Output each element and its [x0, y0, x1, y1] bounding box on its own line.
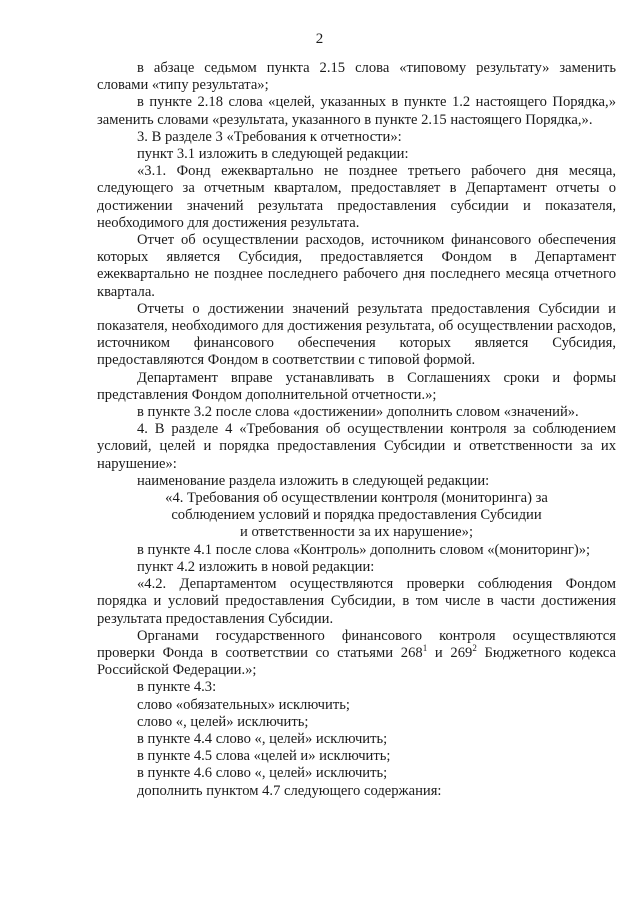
paragraph: в пункте 4.3: [137, 679, 217, 696]
paragraph: Отчет об осуществлении расходов, источником финансового обеспечения которых является Субсидия, предоставляется Фондом в Департамент ежеквартально не позднее последнего рабочего дня последнего месяца отчетного квартала. [97, 232, 616, 300]
audit-text-after: Бюджетного кодекса Российской Федерации.»; [97, 644, 616, 679]
superscript: 1 [422, 643, 428, 654]
paragraph: в пункте 4.5 слова «целей и» исключить; [137, 748, 391, 765]
paragraph: в пункте 2.18 слова «целей, указанных в пункте 1.2 настоящего Порядка,» заменить словами «результата, указанного в пункте 2.15 настоящего Порядка,». [97, 94, 616, 128]
superscript: 2 [472, 643, 477, 654]
paragraph: в пункте 4.6 слово «, целей» исключить; [137, 765, 388, 782]
section-heading-line: соблюдением условий и порядка предоставления Субсидии [171, 507, 542, 524]
paragraph: в абзаце седьмом пункта 2.15 слова «типовому результату» заменить словами «типу результата»; [97, 60, 616, 94]
paragraph: дополнить пунктом 4.7 следующего содержания: [137, 782, 442, 799]
audit-paragraph [97, 628, 616, 680]
page-number: 2 [315, 31, 324, 47]
section-heading-line: и ответственности за их нарушение»; [239, 524, 473, 541]
paragraph: слово «обязательных» исключить; [137, 696, 350, 713]
audit-text-before: Органами государственного финансового контроля осуществляются проверки Фонда в соответствии со статьями 268 [97, 627, 616, 661]
paragraph: «4.2. Департаментом осуществляются проверки соблюдения Фондом порядка и условий предоставления Субсидии, в том числе в части достижения результата предоставления Субсидии. [97, 576, 616, 627]
paragraph: Отчеты о достижении значений результата предоставления Субсидии и показателя, необходимого для достижения результата, об осуществлении расходов, источником финансового обеспечения которых является Субсидия, предоставляются Фондом в соответствии с типовой формой. [97, 300, 616, 369]
document-body [97, 60, 616, 800]
section-heading [97, 490, 616, 542]
section-heading-line: «4. Требования об осуществлении контроля (мониторинга) за [165, 490, 548, 507]
paragraph: 3. В разделе 3 «Требования к отчетности»: [137, 128, 402, 145]
audit-text-middle: и 269 [427, 644, 473, 661]
paragraph: «3.1. Фонд ежеквартально не позднее третьего рабочего дня месяца, следующего за отчетным кварталом, предоставляет в Департамент отчеты о достижении значений результата предоставления субсидии и показателя, необходимого для достижения результата. [97, 163, 616, 231]
paragraph: в пункте 4.1 после слова «Контроль» дополнить словом «(мониторинг)»; [137, 541, 591, 558]
paragraph: в пункте 4.4 слово «, целей» исключить; [137, 730, 388, 747]
paragraph: Департамент вправе устанавливать в Соглашениях сроки и формы представления Фондом дополнительной отчетности.»; [97, 369, 616, 403]
paragraph: 4. В разделе 4 «Требования об осуществлении контроля за соблюдением условий, целей и порядка предоставления Субсидии и ответственности за их нарушение»: [97, 421, 616, 472]
paragraph: пункт 3.1 изложить в следующей редакции: [137, 146, 409, 163]
paragraph: пункт 4.2 изложить в новой редакции: [137, 558, 375, 575]
paragraph: наименование раздела изложить в следующей редакции: [137, 472, 490, 489]
paragraph: слово «, целей» исключить; [137, 713, 309, 730]
paragraph: в пункте 3.2 после слова «достижении» дополнить словом «значений». [137, 404, 579, 421]
